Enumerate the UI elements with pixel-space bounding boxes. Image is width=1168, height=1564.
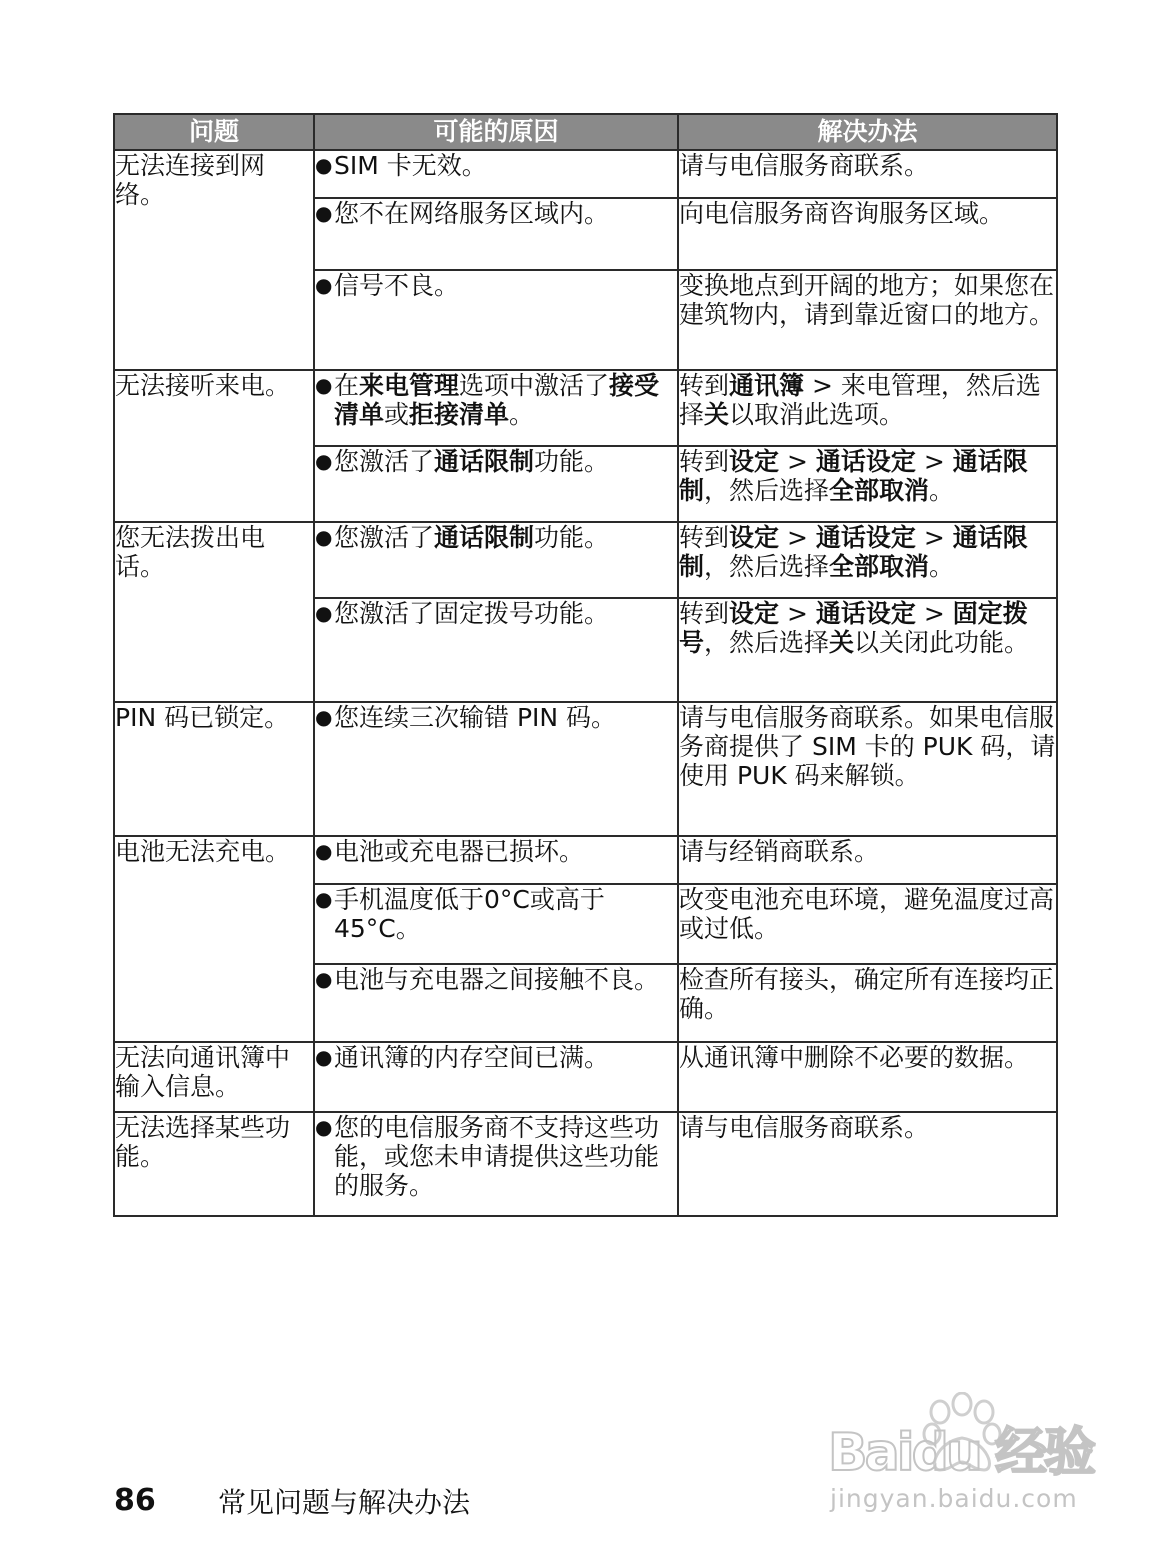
section-title: 常见问题与解决办法 [218, 1486, 471, 1519]
page-number: 86 [114, 1483, 156, 1518]
cause-cell: ● 您不在网络服务区域内。 [314, 198, 678, 270]
solution-cell: 改变电池充电环境，避免温度过高或过低。 [678, 884, 1057, 964]
table-row [114, 522, 1057, 598]
header-problem: 问题 [114, 114, 314, 150]
cause-cell: ● 通讯簿的内存空间已满。 [314, 1042, 678, 1112]
bullet-icon: ● [315, 887, 333, 911]
bullet-icon: ● [315, 601, 333, 625]
table-row [114, 370, 1057, 446]
bullet-icon: ● [315, 1115, 333, 1139]
table-header-row [114, 114, 1057, 150]
solution-cell: 转到设定 > 通话设定 > 固定拨号，然后选择关以关闭此功能。 [678, 598, 1057, 702]
bullet-icon: ● [315, 373, 333, 397]
bullet-icon: ● [315, 705, 333, 729]
solution-cell: 转到通讯簿 > 来电管理，然后选择关以取消此选项。 [678, 370, 1057, 446]
cause-cell: ● 您的电信服务商不支持这些功能，或您未申请提供这些功能的服务。 [314, 1112, 678, 1216]
cause-cell: ● 您连续三次输错 PIN 码。 [314, 702, 678, 836]
solution-cell: 请与经销商联系。 [678, 836, 1057, 884]
bullet-icon: ● [315, 839, 333, 863]
problem-cell: 无法接听来电。 [114, 370, 314, 522]
watermark-url: jingyan.baidu.com [830, 1484, 1078, 1513]
solution-cell: 检查所有接头，确定所有连接均正确。 [678, 964, 1057, 1042]
cause-cell: ● 在来电管理选项中激活了接受清单或拒接清单。 [314, 370, 678, 446]
cause-cell: ● 信号不良。 [314, 270, 678, 370]
header-solution: 解决办法 [678, 114, 1057, 150]
cause-cell: ● 手机温度低于0°C或高于45°C。 [314, 884, 678, 964]
solution-cell: 请与电信服务商联系。 [678, 1112, 1057, 1216]
bullet-icon: ● [315, 525, 333, 549]
bullet-icon: ● [315, 153, 333, 177]
table-row [114, 836, 1057, 884]
solution-cell: 请与电信服务商联系。 [678, 150, 1057, 198]
cause-cell: ● 电池或充电器已损坏。 [314, 836, 678, 884]
problem-cell: 无法连接到网络。 [114, 150, 314, 370]
troubleshooting-table [113, 113, 1058, 1217]
cause-cell: ● 您激活了固定拨号功能。 [314, 598, 678, 702]
table-body [114, 150, 1057, 1216]
table-row [114, 150, 1057, 198]
solution-cell: 转到设定 > 通话设定 > 通话限制，然后选择全部取消。 [678, 522, 1057, 598]
cause-cell: ● 电池与充电器之间接触不良。 [314, 964, 678, 1042]
solution-cell: 请与电信服务商联系。如果电信服务商提供了 SIM 卡的 PUK 码，请使用 PUK 码来解锁。 [678, 702, 1057, 836]
cause-cell: ● SIM 卡无效。 [314, 150, 678, 198]
table-row [114, 1042, 1057, 1112]
problem-cell: 无法向通讯簿中输入信息。 [114, 1042, 314, 1112]
table-row [114, 1112, 1057, 1216]
problem-cell: PIN 码已锁定。 [114, 702, 314, 836]
solution-cell: 变换地点到开阔的地方；如果您在建筑物内，请到靠近窗口的地方。 [678, 270, 1057, 370]
bullet-icon: ● [315, 1045, 333, 1069]
solution-cell: 从通讯簿中删除不必要的数据。 [678, 1042, 1057, 1112]
bullet-icon: ● [315, 449, 333, 473]
table-row [114, 702, 1057, 836]
solution-cell: 转到设定 > 通话设定 > 通话限制，然后选择全部取消。 [678, 446, 1057, 522]
baidu-paw-watermark [828, 1392, 1098, 1482]
header-cause: 可能的原因 [314, 114, 678, 150]
bullet-icon: ● [315, 273, 333, 297]
watermark-logo-text: Baidu 经验 [828, 1423, 1096, 1482]
cause-cell: ● 您激活了通话限制功能。 [314, 446, 678, 522]
cause-cell: ● 您激活了通话限制功能。 [314, 522, 678, 598]
problem-cell: 无法选择某些功能。 [114, 1112, 314, 1216]
problem-cell: 电池无法充电。 [114, 836, 314, 1042]
bullet-icon: ● [315, 967, 333, 991]
bullet-icon: ● [315, 201, 333, 225]
problem-cell: 您无法拨出电话。 [114, 522, 314, 702]
solution-cell: 向电信服务商咨询服务区域。 [678, 198, 1057, 270]
